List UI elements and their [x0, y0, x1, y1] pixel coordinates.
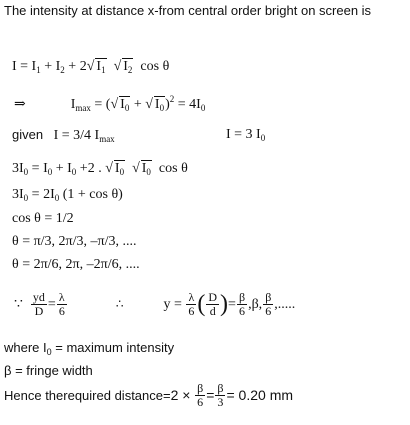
- eq4-root1-sub: 0: [119, 167, 125, 177]
- where-prefix: where I: [4, 340, 47, 355]
- b1-num: β: [238, 290, 246, 305]
- eq2-root2-sub: 0: [159, 103, 165, 113]
- therefore-symbol: ∴: [115, 297, 124, 311]
- where-line: [4, 340, 174, 357]
- eq2-pow: 2: [169, 94, 175, 104]
- eq4-tail: cos θ: [158, 161, 188, 176]
- eq5-b: = 2I: [28, 187, 55, 202]
- eq2-plus: +: [130, 97, 146, 112]
- eq4-root2-i: I: [141, 161, 147, 176]
- eq2-imax: I: [70, 97, 76, 112]
- cos-half-line: cos θ = 1/2: [12, 211, 74, 226]
- eq4-c-sub: 0: [71, 167, 77, 177]
- eq4-a: 3I: [12, 161, 24, 176]
- imax-equation: [14, 94, 205, 113]
- final-b2-den: 3: [217, 394, 224, 409]
- theta-line-2: θ = 2π/6, 2π, –2π/6, ....: [12, 257, 140, 272]
- final-equals: =: [206, 387, 215, 404]
- eq4-root1: [114, 160, 125, 177]
- eq4-a-sub: 0: [23, 167, 29, 177]
- l2-den: 6: [188, 304, 195, 318]
- sqrt-icon: [132, 161, 140, 176]
- eq4-c: + I: [52, 161, 72, 176]
- where-suffix: = maximum intensity: [51, 340, 175, 355]
- eq5-a-sub: 0: [23, 193, 29, 203]
- eq1-root2-i: I: [123, 59, 128, 74]
- y-label: y =: [163, 296, 182, 312]
- beta6-fraction-1: [237, 291, 247, 317]
- beta-line: β = fringe width: [4, 363, 93, 378]
- eq2-imax-sub: max: [75, 103, 91, 113]
- final-b-den: 6: [197, 394, 204, 409]
- final-line: [4, 382, 293, 408]
- b1-den: 6: [239, 304, 245, 318]
- beta-comma: ,β,: [248, 296, 263, 312]
- eq1-mid1: + I: [40, 59, 61, 74]
- given-rhs-text: I = 3 I: [226, 127, 261, 142]
- final-label: Hence therequired distance=: [4, 387, 171, 403]
- eq1-lhs: I = I: [12, 59, 37, 74]
- eq5-line: [12, 187, 123, 203]
- sqrt-icon: [87, 59, 95, 74]
- eq1-root1-sub: 1: [101, 65, 106, 75]
- intensity-equation: [12, 58, 169, 75]
- fraction-line: [14, 291, 295, 318]
- eq2-root1-i: I: [120, 97, 125, 112]
- yd-num: yd: [32, 290, 45, 305]
- sqrt-icon: [110, 97, 118, 112]
- eq1-tail: cos θ: [140, 59, 170, 74]
- final-two: 2 ×: [170, 387, 191, 404]
- lambda-fraction: [57, 291, 67, 317]
- beta6-fraction-2: [263, 291, 273, 317]
- eq1-mid2: + 2: [64, 59, 87, 74]
- eq2-root1: [119, 96, 130, 113]
- sqrt-icon: [145, 97, 153, 112]
- l2-num: λ: [188, 290, 195, 305]
- where-sub: 0: [46, 347, 52, 357]
- open-paren: (: [197, 291, 206, 317]
- given-rhs-sub: 0: [260, 133, 266, 143]
- eq2-root2: [154, 96, 165, 113]
- final-fraction-1: [195, 382, 205, 408]
- eq4-b-sub: 0: [47, 167, 53, 177]
- eq1-root1: [95, 58, 106, 75]
- eq2-eq: = (: [90, 97, 111, 112]
- eq4-root2: [141, 160, 152, 177]
- eq4-line: [12, 160, 188, 177]
- final-b-num: β: [197, 381, 204, 395]
- eq1-root2: [122, 58, 133, 75]
- sqrt-icon: [105, 161, 113, 176]
- close-paren: ): [220, 291, 229, 317]
- given-line: [12, 127, 115, 144]
- final-b2-num: β: [217, 381, 224, 395]
- lambda6-fraction: [186, 291, 196, 317]
- eq4-b: = I: [28, 161, 48, 176]
- final-fraction-2: [215, 382, 225, 408]
- given-expr-sub: max: [99, 134, 115, 144]
- eq1-root1-i: I: [96, 59, 102, 74]
- eq1-sub1: 1: [36, 65, 41, 75]
- lambda-den: 6: [58, 304, 65, 318]
- eq9-equals-2: =: [228, 296, 236, 312]
- theta-line-1: θ = π/3, 2π/3, –π/3, ....: [12, 234, 137, 249]
- eq2-res: = 4I: [174, 97, 201, 112]
- D-den: d: [209, 304, 216, 318]
- eq2-root1-sub: 0: [124, 103, 130, 113]
- lambda-num: λ: [58, 290, 65, 305]
- intro-text: The intensity at distance x-from central order bright on screen is: [4, 3, 372, 18]
- final-result: = 0.20 mm: [226, 387, 294, 404]
- eq1-root2-sub: 2: [127, 65, 133, 75]
- eq2-res-sub: 0: [200, 103, 206, 113]
- b2-num: β: [265, 290, 272, 305]
- given-label: given: [12, 127, 44, 142]
- eq9-equals: =: [47, 296, 56, 312]
- b2-den: 6: [265, 304, 272, 318]
- eq5-a: 3I: [12, 187, 24, 202]
- given-expr: I = 3/4 I: [53, 128, 100, 143]
- eq9-tail: ,.....: [274, 296, 296, 312]
- yd-fraction: [31, 291, 47, 317]
- because-symbol: ∵: [14, 297, 23, 312]
- eq2-root2-i: I: [154, 97, 160, 112]
- eq5-c: (1 + cos θ): [59, 187, 123, 202]
- sqrt-icon: [114, 59, 122, 74]
- implies-arrow: ⇒: [14, 97, 26, 112]
- eq2-close: ): [165, 97, 170, 112]
- D-num: D: [208, 290, 218, 305]
- eq1-sub2: 2: [60, 65, 65, 75]
- eq4-root2-sub: 0: [146, 167, 151, 177]
- eq5-b-sub: 0: [54, 193, 60, 203]
- eq4-root1-i: I: [114, 161, 120, 176]
- eq4-d: +2 .: [76, 161, 106, 176]
- Dd-fraction: [206, 291, 219, 317]
- yd-den: D: [34, 304, 44, 318]
- given-rhs: [226, 127, 265, 143]
